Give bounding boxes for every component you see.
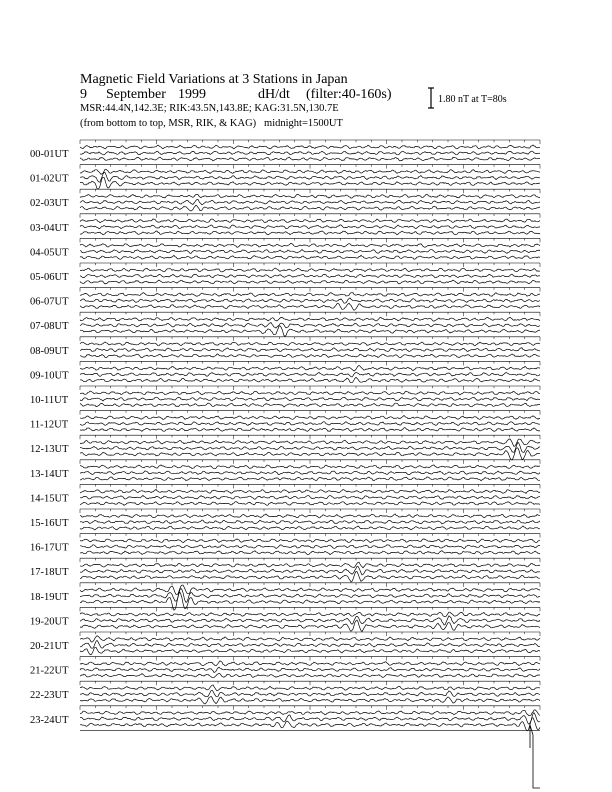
row-label: 17-18UT	[30, 567, 69, 579]
row-label: 00-01UT	[30, 149, 69, 160]
trace-rik	[80, 173, 540, 183]
row-label: 20-21UT	[30, 641, 69, 652]
trace-msr	[80, 169, 540, 174]
trace-rik	[80, 471, 540, 475]
row-label: 03-04UT	[30, 222, 69, 234]
row-label: 15-16UT	[30, 518, 69, 529]
trace-kag	[80, 403, 540, 407]
row-label: 23-24UT	[30, 714, 69, 726]
trace-rik	[80, 397, 540, 401]
row-label: 14-15UT	[30, 493, 69, 505]
trace-rik	[80, 298, 540, 303]
trace-msr	[80, 661, 540, 666]
trace-rik	[80, 151, 540, 155]
trace-msr	[80, 636, 540, 642]
trace-kag	[80, 326, 540, 336]
trace-kag	[80, 673, 540, 677]
trace-msr	[80, 612, 540, 617]
trace-msr	[80, 685, 540, 691]
row-label: 01-02UT	[30, 173, 69, 185]
trace-rik	[80, 348, 540, 352]
trace-kag	[80, 696, 540, 704]
trace-msr	[80, 317, 540, 321]
row-label: 16-17UT	[30, 542, 69, 554]
trace-kag	[80, 551, 540, 555]
trace-kag	[80, 354, 540, 358]
row-label: 04-05UT	[30, 247, 69, 259]
trace-rik	[80, 372, 540, 377]
final-excursion-trace	[530, 725, 540, 788]
filter-label: (filter:40-160s)	[306, 87, 392, 102]
trace-msr	[80, 710, 540, 716]
trace-msr	[80, 268, 540, 272]
row-label: 13-14UT	[30, 468, 69, 480]
trace-kag	[80, 448, 540, 460]
date-year: 1999	[178, 87, 206, 102]
row-label: 07-08UT	[30, 321, 69, 333]
row-label: 22-23UT	[30, 690, 69, 702]
trace-rik	[80, 667, 540, 672]
trace-rik	[80, 323, 540, 329]
date-month: September	[106, 87, 166, 102]
trace-kag	[80, 205, 540, 211]
trace-msr	[80, 366, 540, 371]
row-label: 21-22UT	[30, 665, 69, 677]
trace-rik	[80, 690, 540, 697]
trace-msr	[80, 514, 540, 518]
row-label: 12-13UT	[30, 444, 69, 456]
quantity-label: dH/dt	[258, 87, 290, 102]
row-label: 19-20UT	[30, 616, 69, 628]
chart-title: Magnetic Field Variations at 3 Stations in Japan	[80, 72, 348, 87]
row-label: 10-11UT	[30, 395, 69, 406]
date-day: 9	[80, 87, 87, 102]
trace-rik	[80, 250, 540, 254]
trace-msr	[80, 293, 540, 297]
trace-msr	[80, 243, 540, 247]
trace-msr	[80, 439, 540, 446]
trace-kag	[80, 526, 540, 530]
trace-msr	[80, 391, 540, 395]
trace-rik	[80, 545, 540, 549]
trace-msr	[80, 539, 540, 543]
trace-kag	[80, 477, 540, 481]
trace-rik	[80, 567, 540, 575]
trace-rik	[80, 200, 540, 205]
trace-kag	[80, 280, 540, 284]
trace-rik	[80, 495, 540, 499]
trace-rik	[80, 225, 540, 229]
trace-rik	[80, 422, 540, 426]
trace-rik	[80, 520, 540, 524]
trace-kag	[80, 571, 540, 582]
trace-kag	[80, 231, 540, 235]
trace-msr	[80, 194, 540, 198]
trace-kag	[80, 647, 540, 655]
trace-kag	[80, 377, 540, 382]
trace-msr	[80, 489, 540, 493]
row-label: 11-12UT	[30, 419, 69, 431]
row-label: 18-19UT	[30, 591, 69, 603]
row-label: 05-06UT	[30, 272, 69, 283]
trace-rik	[80, 274, 540, 278]
row-label: 09-10UT	[30, 370, 69, 382]
trace-kag	[80, 428, 540, 432]
row-label: 02-03UT	[30, 198, 69, 210]
scale-bar-label: 1.80 nT at T=80s	[438, 94, 507, 105]
trace-rik	[80, 442, 540, 452]
trace-kag	[80, 157, 540, 161]
trace-msr	[80, 145, 540, 149]
trace-kag	[80, 303, 540, 310]
trace-rik	[80, 616, 540, 625]
row-label: 08-09UT	[30, 345, 69, 357]
trace-kag	[80, 255, 540, 259]
trace-rik	[80, 713, 540, 724]
trace-msr	[80, 342, 540, 346]
trace-rik	[80, 640, 540, 648]
trace-kag	[80, 502, 540, 506]
row-label: 06-07UT	[30, 296, 69, 308]
station-coordinates: MSR:44.4N,142.3E; RIK:43.5N,143.8E; KAG:31.5N,130.7E	[80, 103, 339, 114]
trace-msr	[80, 416, 540, 420]
ordering-note: (from bottom to top, MSR, RIK, & KAG) midnight=1500UT	[80, 118, 343, 129]
trace-msr	[80, 219, 540, 223]
trace-msr	[80, 465, 540, 469]
trace-msr	[80, 562, 540, 568]
